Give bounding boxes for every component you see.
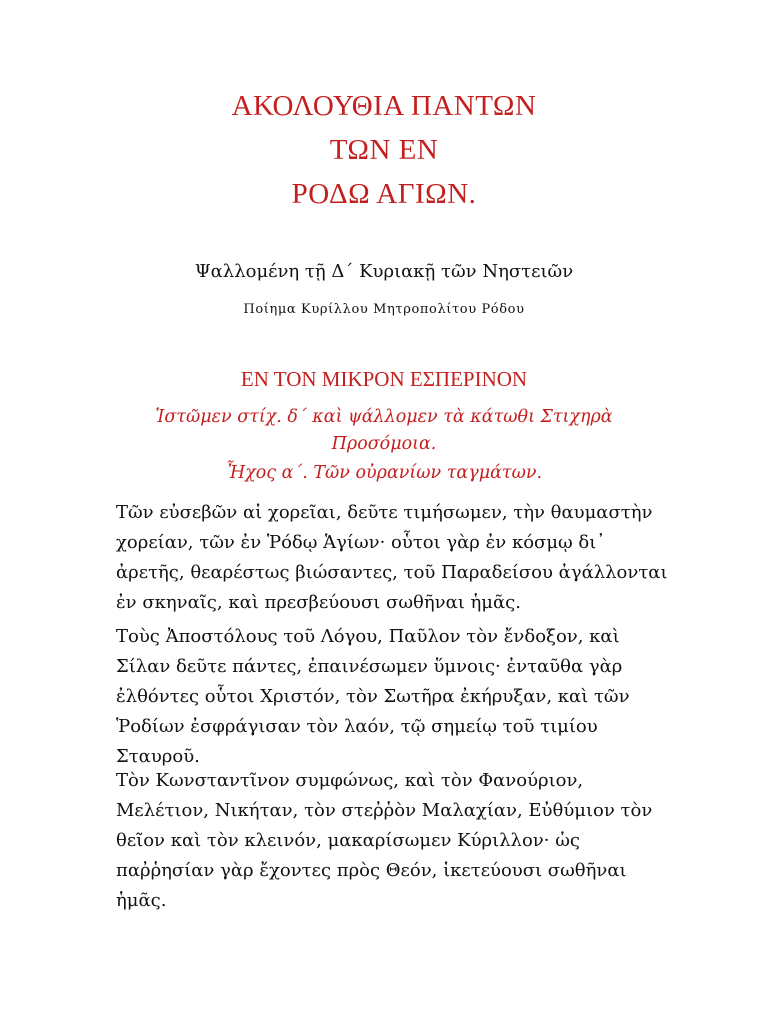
document-title [0,84,768,216]
title-line-3: ΡΟΔΩ ΑΓΙΩΝ. [291,178,477,210]
title-line-1: ΑΚΟΛΟΥΘΙΑ ΠΑΝΤΩΝ [231,90,537,122]
rubric-instruction: Ἱστῶμεν στίχ. δ΄ καὶ ψάλλομεν τὰ κάτωθι Στιχηρὰ Προσόμοια. [155,407,613,454]
stanza-text: Τῶν εὐσεβῶν αἱ χορεῖαι, δεῦτε τιμήσωμεν, τὴν θαυμαστὴν χορείαν, τῶν ἐν Ῥόδῳ Ἁγίων· οὗτοι γὰρ ἐν κόσμῳ δι᾿ ἀρετῆς, θεαρέστως βιώσαντες, τοῦ Παραδείσου ἀγάλλονται ἐν σκηναῖς, καὶ πρεσβεύουσι σωθῆναι ἡμᾶς. [116,502,668,613]
stanza-1 [116,498,668,618]
stanza-2 [116,622,668,772]
author-line: Ποίημα Κυρίλλου Μητροπολίτου Ρόδου [243,302,525,317]
section-heading: ΕΝ ΤΟΝ ΜΙΚΡΟΝ ΕΣΠΕΡΙΝΟΝ [240,367,528,391]
subtitle: Ψαλλομένη τῇ Δ΄ Κυριακῇ τῶν Νηστειῶν [194,261,574,282]
stanza-text: Τὸν Κωνσταντῖνον συμφώνως, καὶ τὸν Φανούριον, Μελέτιον, Νικήταν, τὸν στεῤῥὸν Μαλαχίαν, Εὐθύμιον τὸν θεῖον καὶ τὸν κλεινόν, μακαρίσωμεν Κύριλλον· ὡς παῤῥησίαν γὰρ ἔχοντες πρὸς Θεόν, ἱκετεύουσι σωθῆναι ἡμᾶς. [116,770,653,911]
tone-indication: Ἦχος α΄. Τῶν οὐρανίων ταγμάτων. [225,463,543,483]
stanza-text: Τοὺς Ἀποστόλους τοῦ Λόγου, Παῦλον τὸν ἔνδοξον, καὶ Σίλαν δεῦτε πάντες, ἐπαινέσωμεν ὕμνοις· ἐνταῦθα γὰρ ἐλθόντες οὗτοι Χριστόν, τὸν Σωτῆρα ἐκήρυξαν, καὶ τῶν Ῥοδίων ἐσφράγισαν τὸν λαόν, τῷ σημείῳ τοῦ τιμίου Σταυροῦ. [116,626,630,767]
title-line-2: ΤΩΝ ΕΝ [329,134,439,166]
stanza-3 [116,766,668,916]
